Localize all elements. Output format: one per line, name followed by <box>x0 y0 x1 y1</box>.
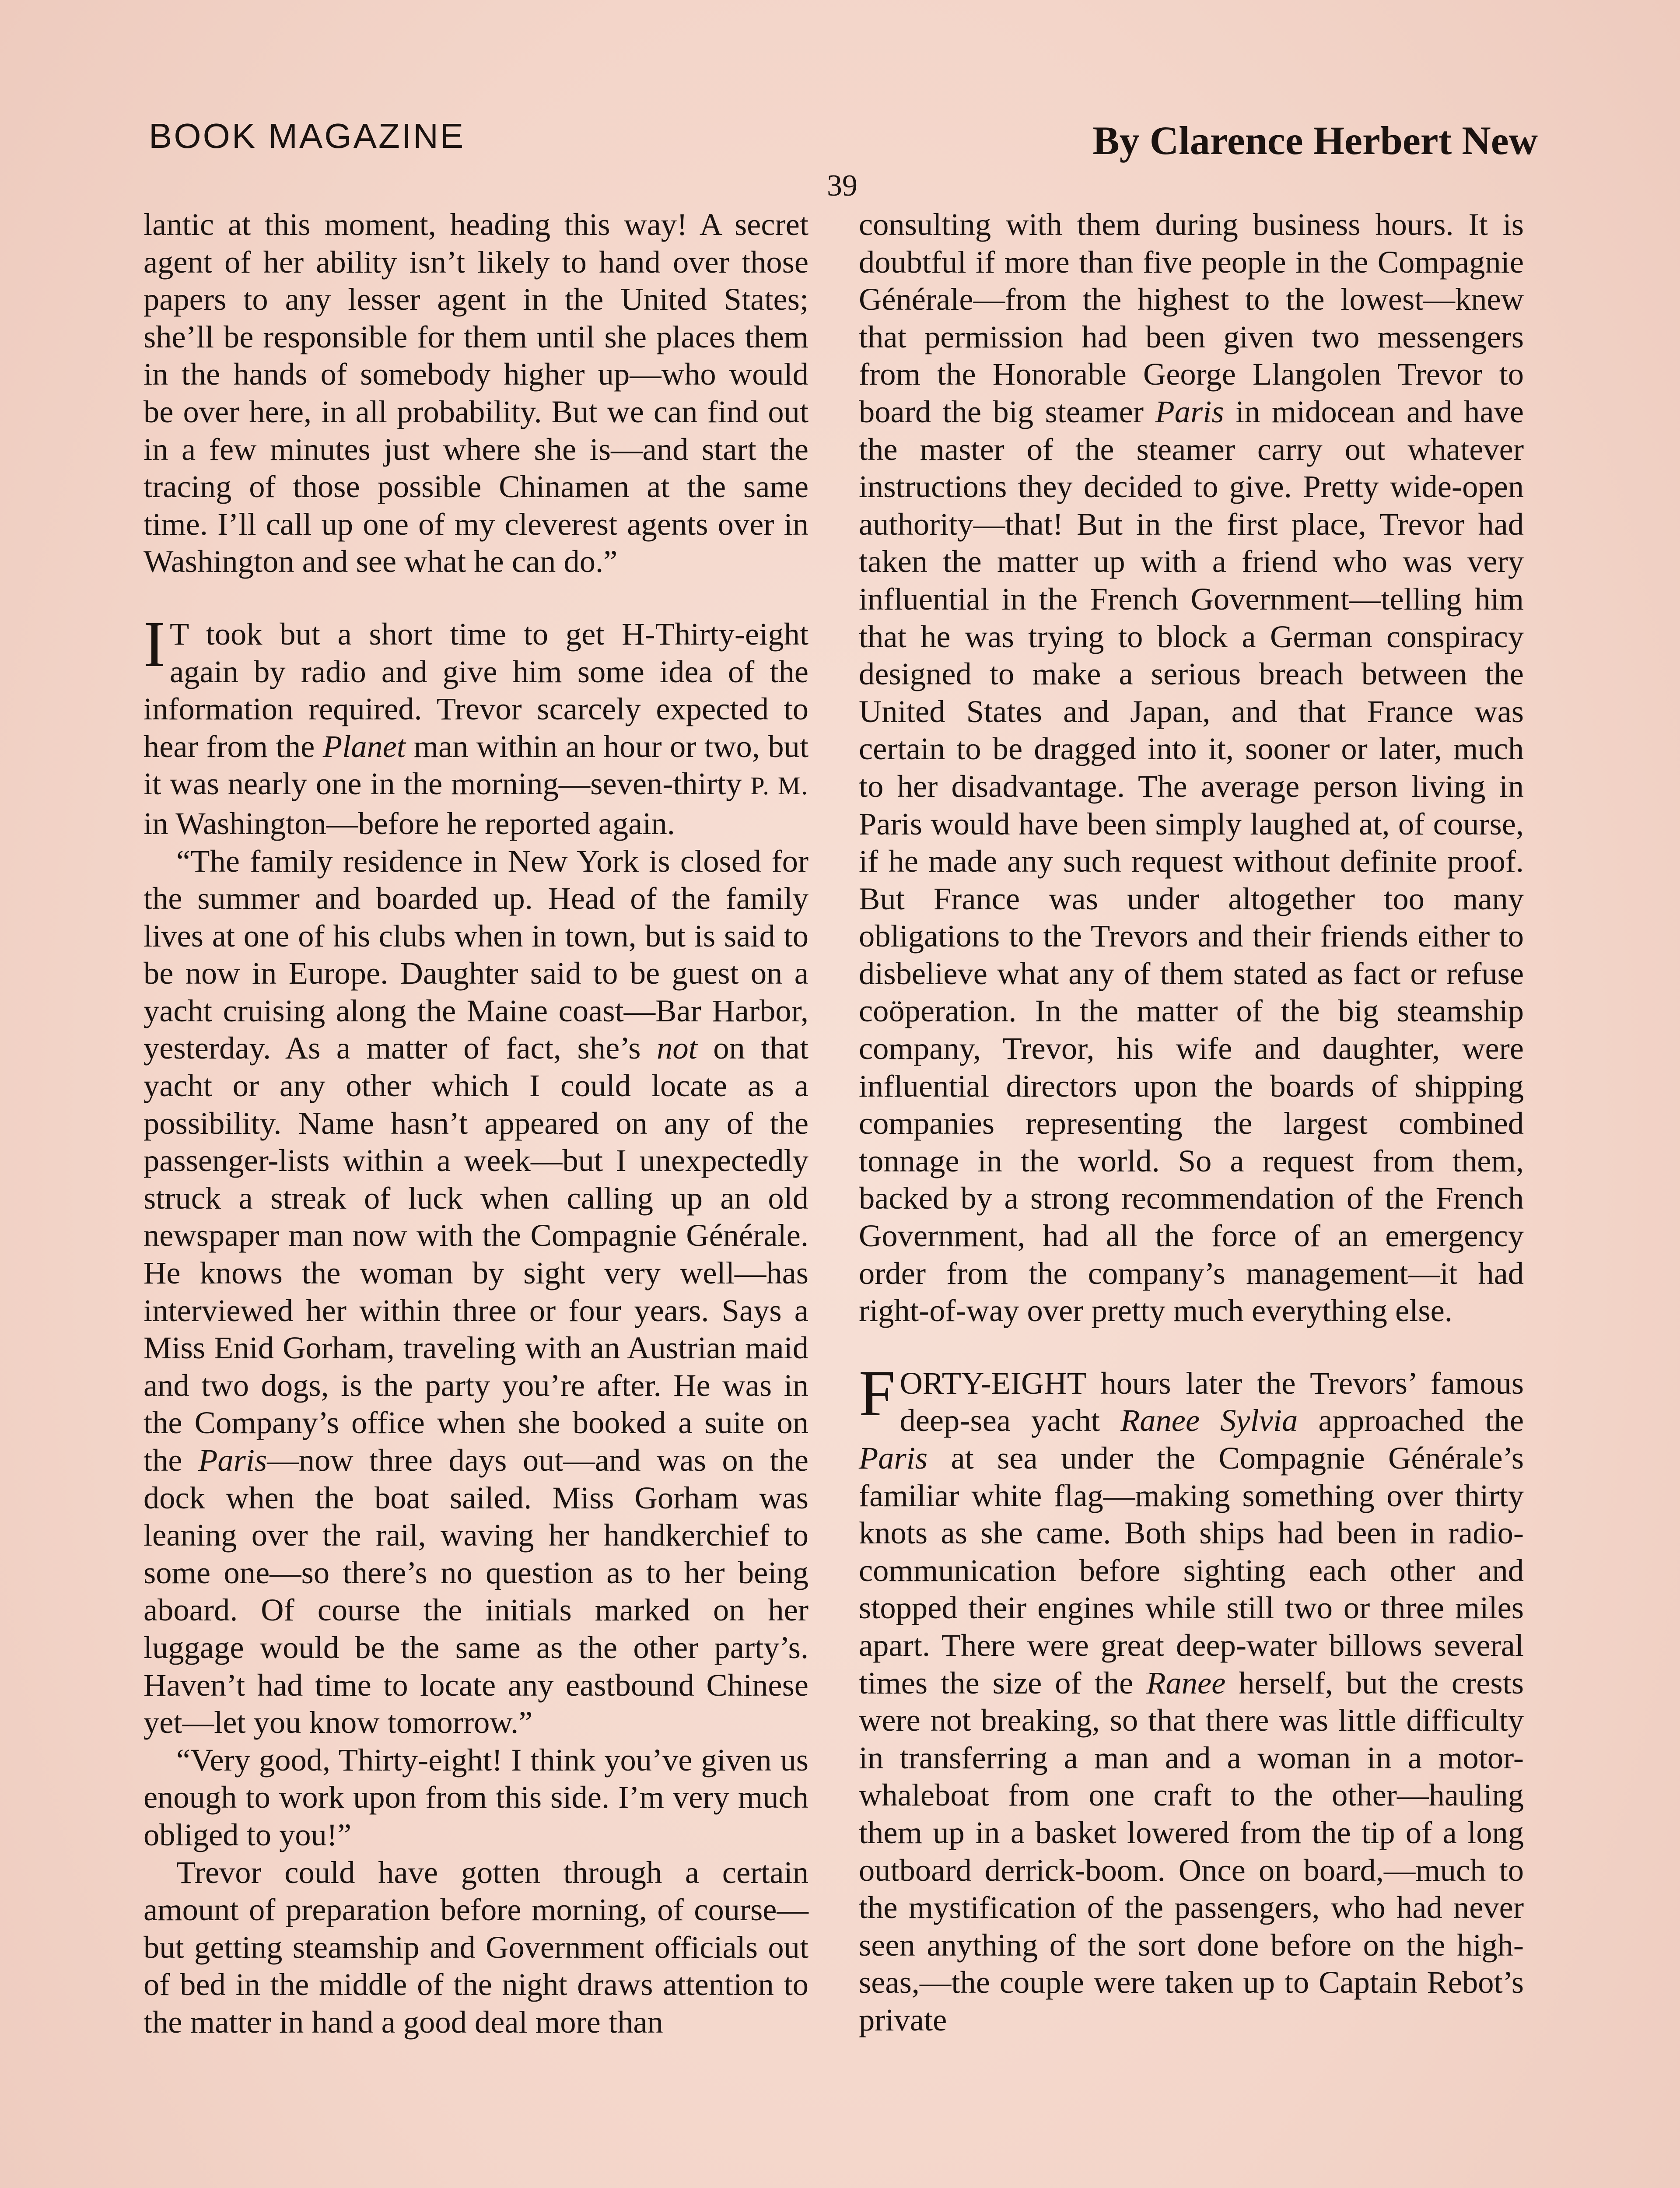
left-paragraph-5: Trevor could have gotten through a certain amount of preparation before morning, of course—but getting steamship and Government officials out of bed in the middle of the night draws attention to the matter in hand a good deal more than <box>144 1854 808 2040</box>
left-paragraph-1: lantic at this moment, heading this way! A secret agent of her ability isn’t likely to hand over those papers to any lesser agent in the United States; she’ll be responsible for them until she places them in the hands of somebody higher up—who would be over here, in all probability. But we can find out in a few minutes just where she is—and start the tracing of those possible Chinamen at the same time. I’ll call up one of my cleverest agents over in Washington and see what he can do.” <box>144 207 808 579</box>
page-number: 39 <box>827 169 858 203</box>
drop-cap-f: F <box>859 1357 896 1430</box>
right-paragraph-2: FORTY-EIGHT hours later the Trevors’ famous deep-sea yacht Ranee Sylvia approached the Paris at sea under the Compagnie Générale’s familiar white flag—making something over thirty knots as she came. Both ships had been in radio-communication before sighting each other and stopped their engines while still two or three miles apart. There were great deep-water billows several times the size of the Ranee herself, but the crests were not breaking, so that there was little difficulty in transferring a man and a woman in a motor-whaleboat from one craft to the other—hauling them up in a basket lowered from the tip of a long outboard derrick-boom. Once on board,—much to the mystification of the passengers, who had never seen anything of the sort done before on the high-seas,—the couple were taken up to Captain Rebot’s private <box>859 1357 1524 2037</box>
left-column <box>144 206 808 2041</box>
left-paragraph-3: “The family residence in New York is closed for the summer and boarded up. Head of the family lives at one of his clubs when in town, but is said to be now in Europe. Daughter said to be guest on a yacht cruising along the Maine coast—Bar Harbor, yesterday. As a matter of fact, she’s not on that yacht or any other which I could locate as a possibility. Name hasn’t appeared on any of the passenger-lists within a week—but I unexpectedly struck a streak of luck when calling up an old newspaper man now with the Compagnie Générale. He knows the woman by sight very well—has interviewed her within three or four years. Says a Miss Enid Gorham, traveling with an Austrian maid and two dogs, is the party you’re after. He was in the Company’s office when she booked a suite on the Paris—now three days out—and was on the dock when the boat sailed. Miss Gorham was leaning over the rail, waving her handkerchief to some one—so there’s no question as to her being aboard. Of course the initials marked on her luggage would be the same as the other party’s. Haven’t had time to locate any eastbound Chinese yet—let you know tomorrow.” <box>144 843 809 1740</box>
drop-cap-i: I <box>144 607 165 680</box>
left-paragraph-2: I T took but a short time to get H-Thirty-eight again by radio and give him some idea of the information required. Trevor scarcely expected to hear from the Planet man within an hour or two, but it was nearly one in the morning—seven-thirty P. M. in Washington—before he reported again. <box>144 607 808 841</box>
author-byline: By Clarence Herbert New <box>1092 118 1538 163</box>
right-paragraph-1: consulting with them during business hours. It is doubtful if more than five people in the Compagnie Générale—from the highest to the lowest—knew that permission had been given two messengers from the Honorable George Llangolen Trevor to board the big steamer Paris in midocean and have the master of the steamer carry out whatever instructions they decided to give. Pretty wide-open authority—that! But in the first place, Trevor had taken the matter up with a friend who was very influential in the French Government—telling him that he was trying to block a German conspiracy designed to make a serious breach between the United States and Japan, and that France was certain to be dragged into it, sooner or later, much to her disadvantage. The average person living in Paris would have been simply laughed at, of course, if he made any such request without definite proof. But France was under altogether too many obligations to the Trevors and their friends either to disbelieve what any of them stated as fact or refuse coöperation. In the matter of the big steamship company, Trevor, his wife and daughter, were influential directors upon the boards of shipping companies representing the largest combined tonnage in the world. So a request from them, backed by a strong recommendation of the French Government, had all the force of an emergency order from the company’s management—it had right-of-way over pretty much everything else. <box>859 207 1524 1329</box>
magazine-title: BOOK MAGAZINE <box>149 116 466 155</box>
right-column <box>859 206 1524 2039</box>
left-paragraph-4: “Very good, Thirty-eight! I think you’ve given us enough to work upon from this side. I’m very much obliged to you!” <box>144 1742 808 1852</box>
